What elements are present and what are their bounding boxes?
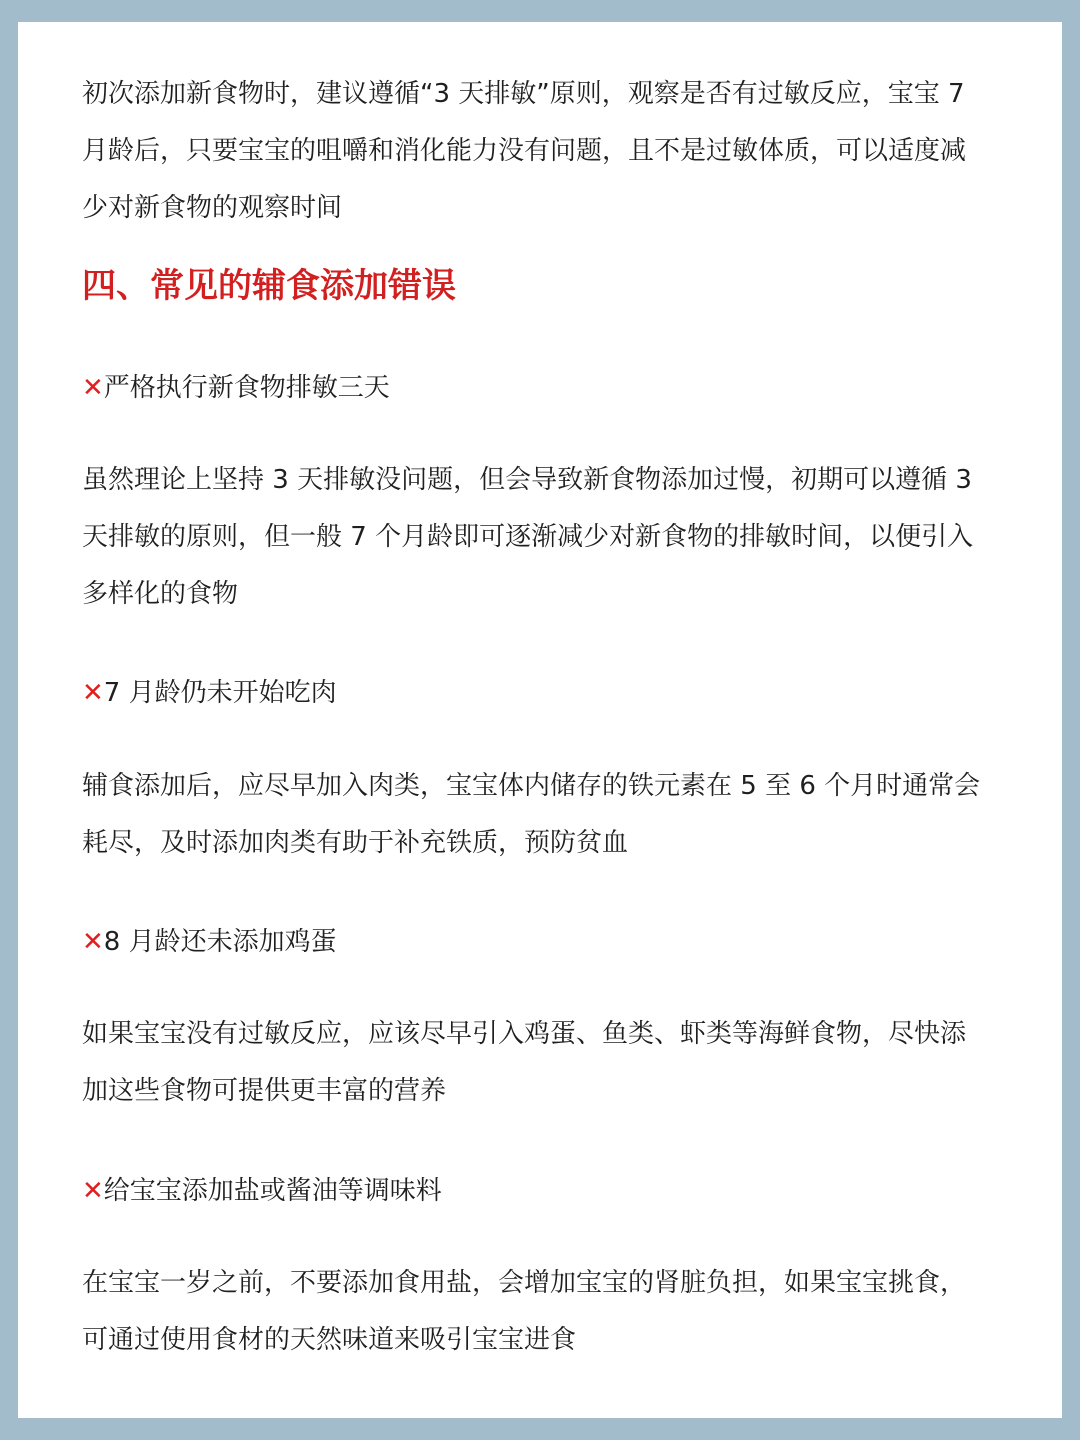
mistake-title-text: 8 月龄还未添加鸡蛋	[103, 927, 337, 957]
mistake-title-1	[82, 368, 982, 408]
mistake-body-2: 辅食添加后，应尽早加入肉类，宝宝体内储存的铁元素在 5 至 6 个月时通常会耗尽，及时添加肉类有助于补充铁质，预防贫血	[82, 771, 981, 858]
mistake-body-1: 虽然理论上坚持 3 天排敏没问题，但会导致新食物添加过慢，初期可以遵循 3 天排敏的原则，但一般 7 个月龄即可逐渐减少对新食物的排敏时间，以便引入多样化的食物	[82, 465, 974, 609]
intro-paragraph: 初次添加新食物时，建议遵循“3 天排敏”原则，观察是否有过敏反应，宝宝 7 月龄后，只要宝宝的咀嚼和消化能力没有问题，且不是过敏体质，可以适度减少对新食物的观察时间	[82, 79, 967, 223]
mistake-title-text: 7 月龄仍未开始吃肉	[103, 678, 337, 708]
cross-icon: ✕	[82, 927, 104, 957]
content-card	[18, 22, 1062, 1418]
mistake-body-4: 在宝宝一岁之前，不要添加食用盐，会增加宝宝的肾脏负担，如果宝宝挑食，可通过使用食材的天然味道来吸引宝宝进食	[82, 1268, 967, 1355]
mistake-title-2	[82, 673, 982, 713]
mistake-body-3: 如果宝宝没有过敏反应，应该尽早引入鸡蛋、鱼类、虾类等海鲜食物，尽快添加这些食物可提供更丰富的营养	[82, 1019, 967, 1106]
mistake-title-4	[82, 1171, 982, 1211]
cross-icon: ✕	[82, 1176, 104, 1206]
cross-icon: ✕	[82, 373, 104, 403]
cross-icon: ✕	[82, 678, 104, 708]
mistake-title-text: 严格执行新食物排敏三天	[103, 373, 390, 403]
section-title: 四、常见的辅食添加错误	[82, 266, 456, 306]
mistake-title-text: 给宝宝添加盐或酱油等调味料	[103, 1176, 442, 1206]
mistake-title-3	[82, 922, 982, 962]
